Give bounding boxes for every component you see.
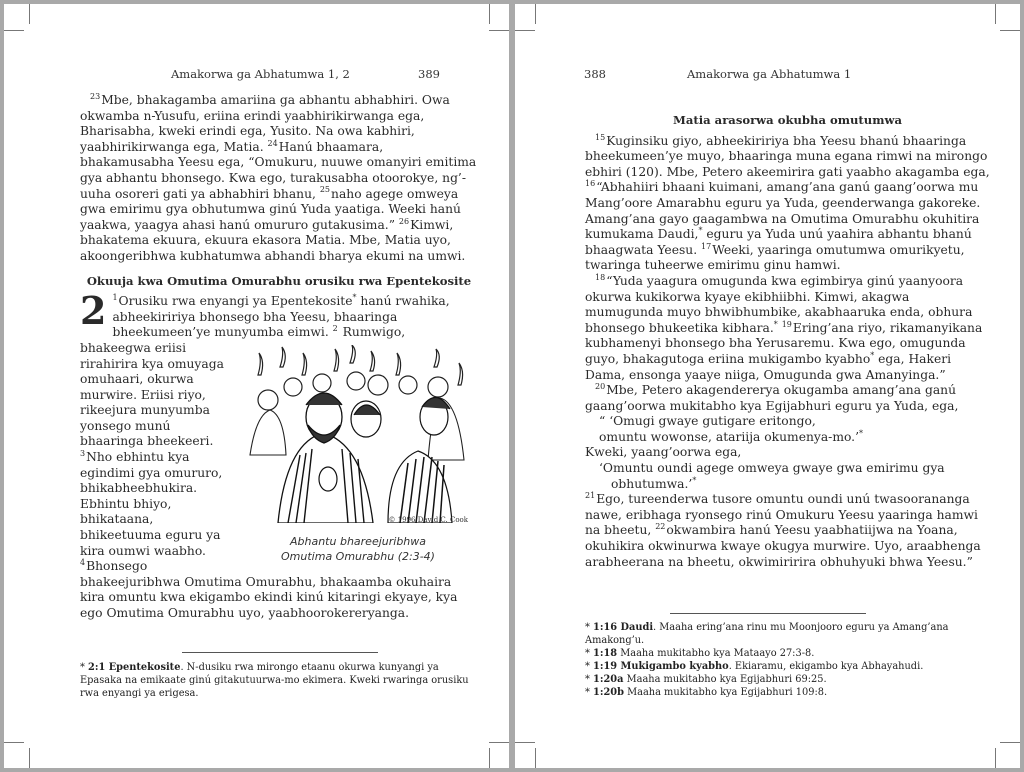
footnotes bbox=[80, 661, 480, 700]
page-389 bbox=[4, 4, 509, 768]
footnote bbox=[80, 661, 480, 700]
crop-mark bbox=[489, 748, 490, 768]
verse-text: naho agege omweya gwa emirimu gya obhutumwa ginú Yuda yaatiga. Weeki hanú yaakwa, yaagya ahasi hanú omururo gutakusima.” bbox=[80, 186, 461, 232]
crop-mark bbox=[535, 4, 536, 24]
crop-mark bbox=[995, 748, 996, 768]
footnote-text: Maaha mukitabho kya Mataayo 27:3-8. bbox=[617, 648, 815, 659]
crop-mark bbox=[29, 4, 30, 24]
footnote-ref: 2:1 Epentekosite bbox=[88, 662, 181, 673]
verse-text: Weeki, yaaringa omutumwa omurikyetu, twaringa tuheerwe emirimu ginu hamwi. bbox=[585, 242, 965, 273]
footnote-ref: 1:20b bbox=[593, 687, 624, 698]
footnote-marker: * bbox=[585, 661, 590, 672]
verse-text: okwambira hanú Yeesu yaabhatiijwa na Yoana, okuhikira okwinurwa kwaye okugya murwire. Uyo, araabhenga arabheerana na bheetu, okwimiririra obhuhyuki bhwa Yeesu.” bbox=[585, 523, 981, 569]
footnote bbox=[585, 686, 990, 699]
verse-number: 26 bbox=[398, 216, 410, 226]
verse-text: Kweki, yaang’oorwa ega, bbox=[585, 445, 742, 460]
poetry-text: “ ‘Omugi gwaye gutigare eritongo, bbox=[599, 414, 816, 429]
footnote-ref: 1:20a bbox=[593, 674, 624, 685]
verse-text: Ego, tureenderwa tusore omuntu oundi unú twasoorananga nawe, eribhaga ryonsego rinú Omukuru Yeesu yaaringa hamwi na bheetu, bbox=[585, 492, 978, 538]
page-number: 389 bbox=[418, 67, 440, 81]
crop-mark bbox=[4, 742, 24, 743]
poetry-line bbox=[585, 430, 990, 446]
crop-mark bbox=[489, 30, 509, 31]
verse-text: “Yuda yaagura omugunda kwa egimbirya ginú yaanyoora okurwa kukikorwa kyaye ekibhiibhi. Kimwi, akagwa mumugunda muyo bhwibhumbike, akabhaaruka enda, obhura bhonsego bhukeetika kibhara. bbox=[585, 273, 973, 335]
verse-text: Ering’ana riyo, rikamanyikana kubhamenyi bhonsego bha Yerusaremu. Kwa ego, omugunda guyo, bhakagutoga eriina mukigambo kyabho bbox=[585, 320, 983, 366]
verse-number: 21 bbox=[585, 491, 596, 501]
footnote-marker[interactable]: * bbox=[773, 319, 778, 329]
verse-text: Bhonsego bhakeejuribhwa Omutima Omurabhu, bhakaamba okuhaira kira omuntu kwa ekigambo ekindi kinú kitaringi ekyaye, kya ego Omutima Omurabhu uyo, yaabhoorokereryanga. bbox=[80, 559, 458, 620]
footnote-rule bbox=[670, 613, 866, 614]
verse-number: 18 bbox=[595, 272, 606, 282]
caption-line: Omutima Omurabhu (2:3-4) bbox=[281, 549, 435, 563]
verse-text: ega, Hakeri Dama, ensonga yaaye niiga, Omugunda gwa Amanyinga.” bbox=[585, 351, 952, 382]
poetry-line bbox=[585, 461, 990, 477]
verse-text: Rumwigo, bhakeegwa eriisi rirahirira kya omuyaga omuhaari, okurwa murwire. Eriisi riyo, rikeejura munyumba yonsego munú bhaaringa bheekeeri. bbox=[80, 325, 406, 449]
footnote-text: Maaha mukitabho kya Egijabhuri 69:25. bbox=[623, 674, 827, 685]
verse-text: hanú rwahika, abheekiririya bhonsego bha Yeesu, bhaaringa bheekumeen’ye munyumba eimwi. bbox=[112, 294, 450, 340]
verse-text: Kimwi, bhakatema ekuura, ekuura ekasora Matia. Mbe, Matia uyo, akoongeribhwa kubhatumwa abhandi bharya ekumi na umwi. bbox=[80, 217, 466, 263]
verse-number: 17 bbox=[701, 241, 712, 251]
footnote bbox=[585, 660, 990, 673]
body-text bbox=[80, 93, 478, 622]
section-heading: Matia arasorwa okubha omutumwa bbox=[673, 113, 902, 127]
paragraph bbox=[585, 134, 990, 274]
verse-text: Nho ebhintu kya egindimi gya omururo, bhikabheebhukira. Ebhintu bhiyo, bhikataana, bhikeetuuma eguru ya kira oumwi waabho. bbox=[80, 450, 223, 558]
paragraph bbox=[585, 274, 990, 383]
poetry-text: ‘Omuntu oundi agege omweya gwaye gwa emirimu gya bbox=[599, 461, 945, 476]
paragraph bbox=[80, 93, 478, 265]
verse-number: 20 bbox=[595, 382, 606, 391]
footnote-text: . N-dusiku rwa mirongo etaanu okurwa kunyangi ya Epasaka na emikaate ginú gitakutuurwa-mo ekimera. Kweki rwaringa orusiku rwa enyangi ya erigesa. bbox=[80, 662, 469, 699]
footnote-rule bbox=[182, 652, 378, 653]
crop-mark bbox=[4, 30, 24, 31]
page-388 bbox=[515, 4, 1020, 768]
crop-mark bbox=[29, 748, 30, 768]
poetry-text: obhutumwa.’ bbox=[611, 476, 693, 491]
verse-number: 24 bbox=[267, 138, 278, 148]
paragraph bbox=[585, 445, 990, 461]
verse-text: Mbe, Petero akagendererya okugamba amang’ana ganú gaang’oorwa mukitabho kya Egijabhuri eguru ya Yuda, ega, bbox=[585, 383, 959, 413]
verse-number: 25 bbox=[319, 185, 331, 195]
footnote-marker: * bbox=[80, 662, 85, 673]
footnotes bbox=[585, 621, 990, 699]
crop-mark bbox=[489, 742, 509, 743]
illustration-credit: © 1996 David C. Cook bbox=[388, 515, 468, 524]
footnote-marker[interactable]: * bbox=[692, 475, 697, 485]
verse-number: 3 bbox=[80, 448, 86, 458]
footnote-marker: * bbox=[585, 648, 590, 659]
footnote-marker[interactable]: * bbox=[352, 293, 357, 303]
crop-mark bbox=[515, 742, 535, 743]
verse-number: 1 bbox=[112, 293, 118, 303]
paragraph bbox=[80, 288, 478, 621]
crop-mark bbox=[489, 4, 490, 24]
verse-text: “Abhahiiri bhaani kuimani, amang’ana ganú gaang’oorwa mu Mang’oore Amarabhu eguru ya Yuda, geenderwanga gakoreke. Amang’ana gayo gaagambwa na Omutima Omurabhu okuhitira kumukama Daudi, bbox=[585, 180, 981, 242]
figure-caption bbox=[238, 534, 478, 564]
pentecost-illustration bbox=[238, 345, 474, 523]
footnote-ref: 1:18 bbox=[593, 648, 618, 659]
footnote-marker: * bbox=[585, 687, 590, 698]
footnote-text: Maaha mukitabho kya Egijabhuri 109:8. bbox=[623, 687, 828, 698]
footnote-text: . Maaha ering’ana rinu mu Moonjooro eguru ya Amang’ana Amakong’u. bbox=[585, 622, 949, 646]
verse-number: 16 bbox=[585, 179, 596, 189]
verse-number: 2 bbox=[332, 324, 338, 334]
running-head: Amakorwa ga Abhatumwa 1, 2 bbox=[171, 67, 350, 81]
footnote bbox=[585, 621, 990, 647]
verse-text: Kuginsiku giyo, abheekiririya bha Yeesu bhanú bhaaringa bheekumeen’ye muyo, bhaaringa muna egana rimwi na mirongo ebhiri (120). Mbe, Petero akeemirira gati yaabho akagamba ega, bbox=[585, 133, 990, 179]
footnote-text: . Ekiaramu, ekigambo kya Abhayahudi. bbox=[728, 661, 924, 672]
caption-line: Abhantu bhareejuribhwa bbox=[289, 534, 427, 548]
footnote-marker[interactable]: * bbox=[698, 226, 703, 236]
crop-mark bbox=[535, 748, 536, 768]
crop-mark bbox=[515, 30, 535, 31]
footnote-marker[interactable]: * bbox=[870, 350, 875, 360]
footnote-marker: * bbox=[585, 622, 590, 633]
chapter-number: 2 bbox=[80, 288, 107, 334]
running-head: Amakorwa ga Abhatumwa 1 bbox=[687, 67, 852, 81]
poetry-line bbox=[585, 477, 990, 493]
crop-mark bbox=[995, 4, 996, 24]
paragraph bbox=[585, 492, 990, 570]
crop-mark bbox=[1000, 742, 1020, 743]
poetry-line bbox=[585, 414, 990, 430]
section-heading: Okuuja kwa Omutima Omurabhu orusiku rwa Epentekosite bbox=[86, 273, 472, 288]
body-text bbox=[585, 104, 990, 570]
verse-text: Orusiku rwa enyangi ya Epentekosite bbox=[118, 294, 353, 309]
verse-number: 4 bbox=[80, 558, 86, 568]
verse-text: eguru ya Yuda unú yaahira abhantu bhanú bhaagwata Yeesu. bbox=[585, 227, 972, 257]
crop-mark bbox=[1000, 30, 1020, 31]
footnote-marker[interactable]: * bbox=[859, 428, 863, 438]
paragraph bbox=[585, 383, 990, 414]
verse-number: 19 bbox=[781, 319, 792, 329]
footnote-ref: 1:16 Daudi bbox=[593, 622, 654, 633]
footnote-marker: * bbox=[585, 674, 590, 685]
verse-number: 23 bbox=[90, 91, 101, 101]
verse-number: 22 bbox=[655, 522, 666, 532]
footnote-ref: 1:19 Mukigambo kyabho bbox=[593, 661, 729, 672]
footnote bbox=[585, 673, 990, 686]
page-number: 388 bbox=[584, 67, 606, 81]
illustration-figure bbox=[238, 345, 478, 564]
verse-text: Mbe, bhakagamba amariina ga abhantu abhabhiri. Owa okwamba n-Yusufu, eriina erindi yaabhirikirwanga ega, Bharisabha, kweki erindi ega, Yusito. Na owa kabhiri, yaabhirikirwanga ega, Matia. bbox=[80, 93, 450, 154]
verse-number: 15 bbox=[595, 132, 606, 142]
footnote bbox=[585, 647, 990, 660]
poetry-text: omuntu wowonse, atariija okumenya-mo.’ bbox=[599, 429, 859, 444]
verse-text: Hanú bhaamara, bhakamusabha Yeesu ega, “Omukuru, nuuwe omanyiri emitima gya abhantu bhonsego. Kwa ego, turakusabha otoorokye, ng’-uuha osoreri gati ya abhabhiri bhanu, bbox=[80, 139, 477, 201]
